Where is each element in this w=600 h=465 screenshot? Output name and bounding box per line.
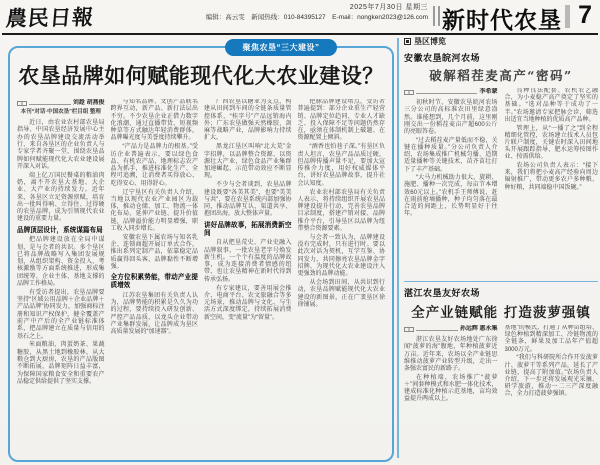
article-wanhe-farm — [404, 51, 598, 276]
right-section — [404, 36, 598, 460]
section-label — [404, 36, 598, 47]
feature-columns — [10, 95, 392, 451]
vertical-divider — [397, 38, 399, 458]
text-column — [111, 99, 199, 451]
byline-squares-icon — [17, 101, 27, 106]
page-header — [0, 0, 600, 33]
editor-contact-line: 编辑：高云雯 新闻热线：010-84395127 E-mail：nongken2023@126.com — [205, 14, 428, 21]
text-column — [204, 99, 292, 451]
paragraph: 管理上，从“一播了之”到全程精细化管控，农场建立技术人员包片联户制度，关键农时深入田间地头开展跟踪指导，肥水运筹按图作业、按需供给。 — [504, 125, 598, 161]
paragraph: 与会者一致认为，品牌建设没有完成时，只有进行时。要以此次对话为契机，互学互鉴、协同发力，共同擦亮农垦品牌金字招牌，为现代化大农业建设注入更强劲的品牌动能。 — [297, 234, 385, 278]
byline — [404, 89, 498, 96]
byline-names: 李希蒙 — [479, 89, 498, 95]
section-label-text: 垦区博览 — [414, 37, 446, 46]
paragraph: 广西农垦以糖业为支点，构建从田间到车间的全链条质量管控体系，“桂字号”产品远销海内外；广东农垦做强天然橡胶、剑麻等战略产业，品牌影响力持续扩大。 — [204, 99, 292, 142]
paragraph: 农场公司负责人表示：“接下来，我们将把小麦高产经验向周边辐射推广，带动更多农户多种粮、种好粮，共同端稳中国饭碗。” — [504, 163, 598, 191]
feature-headline: 农垦品牌如何赋能现代化大农业建设？ — [18, 63, 384, 88]
article-kicker: 安徽农垦皖河农场 — [404, 53, 481, 63]
paragraph: 在种植端，农场推广“菠萝＋”间套种模式和水肥一体化技术，建成标准化种植示范基地，亩均效益提升两成以上。 — [404, 374, 498, 403]
paragraph: 基地”的模式，打通了从种苗组培、绿色种植到精深加工、冷链物流的全链条，鲜果及加工品年产值超3000万元。 — [504, 325, 598, 353]
paragraph: “我们与科研院所合作开发菠萝汁、菠萝干等系列产品，延长了产业链，提高了附加值。”农场负责人介绍，下一步还将发展观光采摘、研学旅游，推动一二三产深度融合，全力打造菠萝强镇。 — [504, 355, 598, 398]
paragraph: 与知名品牌、文创产品联名跨界互动，新产品、新打法层出不穷。不少农垦企业正借力数字化浪潮，通过直播带货、短视频种草等方式触达年轻消费群体，品牌曝光度与美誉度持续攀升。 — [110, 99, 198, 142]
text-column — [404, 325, 498, 443]
paragraph: “过去稻茬麦产量低而不稳，关键在播种质量。”分公司负责人介绍，农场集成推广机械匀播、适期适量播种等关键技术，苗齐苗壮打下了丰产基础。 — [404, 137, 498, 173]
text-column — [505, 88, 599, 276]
paragraph: 近日，由农业农村部农垦局指导、中国农垦经济发展中心主办的农垦品牌建设交流活动举行，来自各垦区的企业负责人与专家学者齐聚一堂，围绕农垦品牌如何赋能现代化大农业建设展开深入对话。 — [17, 120, 105, 170]
header-separator-bars — [433, 6, 440, 26]
article-youhao-farm — [404, 286, 598, 443]
byline-squares-icon — [404, 90, 414, 95]
paragraph: “产品力是品牌力的根基。”受访企业普遍表示，要以绿色食品、有机农产品、地理标志农产品为抓手，推进标准化生产、全程可追溯，让消费者买得放心、吃得安心、用得舒心。 — [110, 144, 198, 187]
paragraph: 从会场到田间，从共识到行动，农垦品牌赋能现代化大农业建设的新图景，正在广袤垦区徐徐铺展。 — [297, 280, 385, 309]
paragraph: 把品牌建设放在全局中谋划，是与会者的共识。多个垦区已将品牌战略写入集团发展规划，从组织架构、资金投入、考核激励等方面系统推进，形成集团统筹、企业主体、基地支撑的品牌工作格局。 — [17, 237, 105, 288]
byline-rule — [416, 93, 477, 94]
paragraph: 湛江农垦友好农场地处广东徐闻“菠萝的海”腹地，年种植菠萝近万亩。近年来，农场以全产业链思维推动菠萝产业转型升级，走出一条强农富民的新路子。 — [404, 337, 498, 373]
text-column — [505, 325, 599, 443]
article-columns — [404, 325, 598, 443]
sub-heading: 全方位积累势能，带动产业提质增效 — [110, 274, 198, 290]
byline-names: 刘趁 胡燕俊 — [72, 100, 105, 106]
paragraph: 安徽农垦下属农场与知名乳企、连锁商超开展订单式合作，推出系列定制产品，依靠稳定品质赢得回头客，品牌黏性不断增强。 — [110, 234, 198, 271]
text-column — [17, 99, 105, 451]
date-line: 2025年7月30日 星期三 — [349, 4, 428, 11]
byline — [404, 326, 498, 333]
horizontal-divider — [404, 281, 598, 282]
paragraph: 端上亿万国民餐桌的粮油肉奶，离不开农垦大基地、大企业、大产业的持续发力。近年来，各垦区立足资源禀赋，培育出一批叫得响、立得住、过得硬的农垦品牌，成为引领现代农业建设的重要力量。 — [17, 172, 105, 223]
page-number: 7 — [578, 1, 592, 29]
article-kicker: 湛江农垦友好农场 — [404, 288, 481, 298]
sub-heading: 品牌顶层设计，系统谋篇布局 — [17, 226, 103, 234]
article-columns — [404, 88, 598, 276]
header-info — [168, 3, 428, 23]
byline-rule — [29, 104, 71, 105]
paragraph: 不少与会者谈到，农垦品牌建设既要“各美其美”，也要“美美与共”，要在农垦系统内部加强协同，推动品牌互认、渠道共享、抱团出海，放大整体声量。 — [204, 182, 292, 218]
text-column — [404, 88, 498, 276]
sub-heading: 讲好品牌故事，拓展消费新空间 — [204, 221, 292, 237]
feature-article — [8, 43, 394, 462]
paragraph: “酒香也怕巷子深。”有垦区负责人坦言，农垦产品品质过硬，但品牌传播声量不足，要加大宣传推介力度，用好权威媒体平台，讲好农垦品牌故事，提升社会认知度。 — [297, 144, 385, 187]
byline-note: 本刊“对话·中国农垦”栏目组 整理 — [20, 108, 101, 115]
paragraph: “大马力机械助力很大，旋耕、施肥、播种一次完成，每亩节本增效60元以上。”农机手王师傅说，赶在雨前抢墒播种，种子均匀落在最合适的间距上，长势明显好于往年。 — [404, 175, 498, 218]
header-rule — [2, 33, 598, 35]
feature-badge: 聚焦农垦“三大建设” — [225, 39, 337, 56]
byline-names: 孙远辉 惠永集 — [459, 326, 498, 332]
paragraph: 初秋时节，安徽农垦皖河农场三分公司的高标准农田里绿意盎然。谁能想到，几个月前，这里刚刚交出一份稻茬麦亩产超600公斤的亮眼答卷。 — [404, 100, 498, 136]
paragraph: 米面粮油、肉蛋奶茶、果蔬糖胶，从黑土地到橡胶林，从大粮仓到大厨房，农垦的产品版图不断拓展，品牌矩阵日益丰富，为保障国家粮食安全和重要农产品稳定供给提供了坚实支撑。 — [17, 342, 105, 385]
article-headline: 破解稻茬麦高产“密码” — [429, 68, 573, 83]
paragraph: 农业农村部农垦局有关负责人表示，将持续组织开展农垦品牌建设提升行动，完善农垦品牌目录制度，搭建产销对接、品牌推介平台，引导垦区以品牌为纽带整合资源要素。 — [297, 189, 385, 233]
paragraph: 自从把垦荒史、产业史融入品牌叙事，一批农垦老字号焕发新生机。一个个有温度的品牌故事，成为连接消费者情感的纽带，也让农垦精神在新时代得到传承弘扬。 — [204, 240, 292, 283]
paragraph: 江苏农垦集团有关负责人认为，品牌势能的积累是久久为功的过程，要持续投入研发创新、严控产品品质，以龙头企业带动产业集群发展，让品牌成为垦区高质量发展的“加速器”。 — [110, 292, 198, 336]
paragraph: 有专家建议，要善用展会推介、电商平台、农文旅融合等多元场景，推动品牌与文化、与生活方式深度绑定，持续拓展消费新空间，变“流量”为“留量”。 — [204, 285, 292, 321]
byline — [17, 100, 105, 116]
section-title: 新时代农垦 — [442, 7, 562, 33]
page-number-bar — [565, 5, 570, 28]
paragraph: 黑龙江垦区叫响“北大荒”金字招牌，以品牌整合资源、以资源壮大产业，绿色食品产业集群加速崛起，示范带动效应不断显现。 — [204, 144, 292, 180]
byline-squares-icon — [404, 327, 414, 332]
section-label-icon — [404, 38, 411, 45]
paragraph: 辽宁垦区有关负责人介绍，当地以现代农业产业园区为载体，推动仓储、加工、物流一体化布局，延伸产业链、提升价值链，品牌溢价能力明显增强，职工收入同步增长。 — [110, 189, 198, 233]
text-column — [298, 99, 386, 451]
article-headline: 全产业链赋能 打造菠萝强镇 — [411, 305, 591, 321]
paragraph: 良种良法配套、农机农艺融合，为小麦稳产高产奠定了坚实的基础。“选对品种等于成功了一半。”农场邀请专家把脉会诊，筛选出适宜当地种植的优质高产品种。 — [504, 88, 598, 123]
paragraph: 有受访者提出，农垦品牌要坚持“区域公用品牌＋企业品牌＋产品品牌”协同发力，加强商标注册和知识产权保护，健全覆盖产前产中产后的全产业链标准体系，把品牌建立在质量与信用的基石之上。 — [17, 289, 105, 340]
masthead-logo: 農民日報 — [4, 4, 96, 31]
byline-rule — [416, 330, 458, 331]
paragraph: 把脉品牌建设堵点，受访者普遍提到：部分企业重生产轻营销、品牌定位趋同、专业人才缺乏、投入保障不足等问题仍然存在，亟须在体制机制上破题、在资源配置上倾斜。 — [297, 99, 385, 142]
